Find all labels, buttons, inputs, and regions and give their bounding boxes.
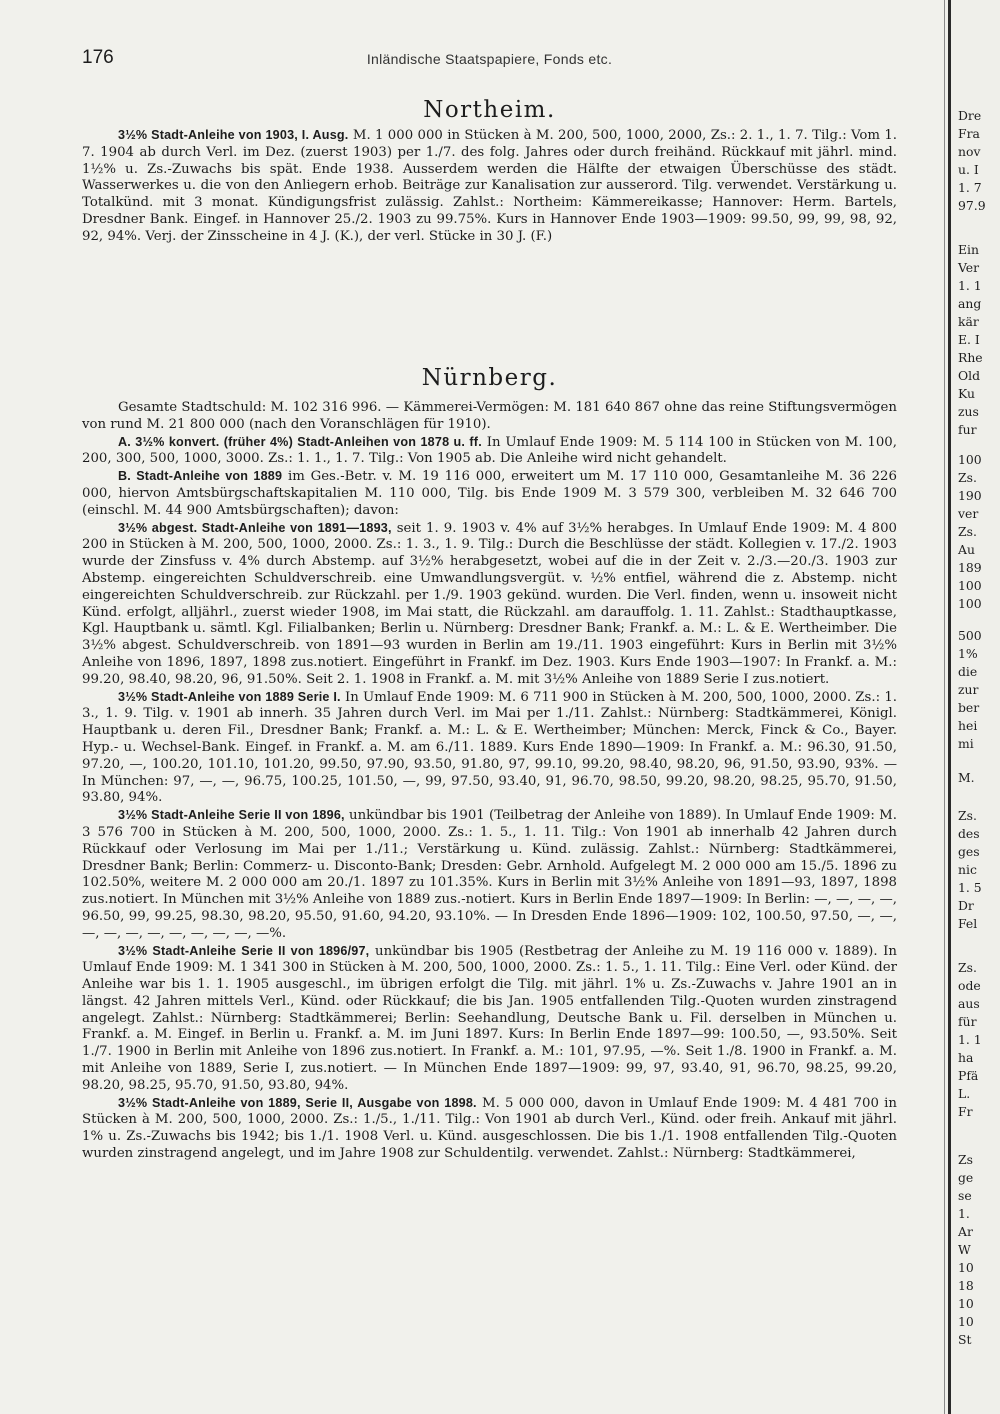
bond-entry xyxy=(82,434,897,469)
margin-fragment: St xyxy=(958,1332,972,1347)
margin-fragment: 1. 7 xyxy=(958,180,982,195)
bond-entry xyxy=(82,689,897,808)
margin-fragment: zur xyxy=(958,682,979,697)
bond-entry xyxy=(82,468,897,519)
margin-fragment: ha xyxy=(958,1050,974,1065)
bond-heading: B. Stadt-Anleihe von 1889 xyxy=(118,469,283,484)
margin-fragment: Pfä xyxy=(958,1068,979,1083)
margin-fragment: 1. 1 xyxy=(958,278,982,293)
margin-fragment: Ku xyxy=(958,386,975,401)
bond-text: In Umlauf Ende 1909: M. 6 711 900 in Stücken à M. 200, 500, 1000, 2000. Zs.: 1. 3., 1. 9. Tilg. v. 1901 ab innerh. 35 Jahren durch Verl. im Mai per 1./11. Zahlst.: Nürnberg: Stadtkämmerei, Königl. Hauptbank u. deren Fil., Dresdner Bank; Frankf. a. M.: L. & E. Wertheimber; München: Merck, Finck & Co., Bayer. Hyp.- u. Wechsel-Bank. Eingef. in Frankf. a. M. am 6./11. 1889. Kurs Ende 1890—1909: In Frankf. a. M.: 96.30, 91.50, 97.20, —, 100.20, 101.10, 101.20, 99.50, 97.90, 93.50, 91.80, 97, 99.10, 99.20, 98.40, 98.20, 96, 91.50, 93.90, 93%. — In München: 97, —, —, 96.75, 100.25, 101.50, —, 99, 97.50, 93.40, 91, 96.70, 98.50, 99.20, 98.20, 98.25, 95.70, 91.50, 93.80, 94%. xyxy=(82,689,898,806)
adjacent-page-fragments xyxy=(953,0,1000,1414)
margin-fragment: Dr xyxy=(958,898,974,913)
margin-fragment: Zs xyxy=(958,1152,973,1167)
bond-text: M. 5 000 000, davon in Umlauf Ende 1909: M. 4 481 700 in Stücken à M. 200, 500, 1000, 2000. Zs.: 1./5., 1./11. Tilg.: Von 1901 ab durch Verl., Künd. oder freih. Ankauf mit jährl. 1% u. Zs.-Zuwachs bis 1942; bis 1./1. 1908 Verl. u. Künd. ausgeschlossen. Die bis 1./1. 1908 entfallenden Tilg.-Quoten wurden zinstragend angelegt, und im Jahre 1908 zur Schuldentilg. verwendet. Zahlst.: Nürnberg: Stadtkämmerei, xyxy=(82,1095,897,1162)
page-number: 176 xyxy=(82,47,114,68)
margin-fragment: E. I xyxy=(958,332,980,347)
bond-entry xyxy=(82,127,897,246)
margin-fragment: 10 xyxy=(958,1260,974,1275)
margin-fragment: hei xyxy=(958,718,978,733)
margin-fragment: se xyxy=(958,1188,972,1203)
bond-heading: 3½% Stadt-Anleihe von 1889, Serie II, Ausgabe von 1898. xyxy=(118,1095,477,1110)
margin-fragment: ge xyxy=(958,1170,974,1185)
margin-fragment: nov xyxy=(958,144,981,159)
margin-fragment: u. I xyxy=(958,162,979,177)
page-header xyxy=(82,47,897,71)
bond-heading: 3½% Stadt-Anleihe Serie II von 1896, xyxy=(118,808,345,823)
bond-entry xyxy=(82,520,897,689)
bond-entry xyxy=(82,1095,897,1163)
debt-summary: Gesamte Stadtschuld: M. 102 316 996. — Kämmerei-Vermögen: M. 181 640 867 ohne das reine Stiftungsvermögen von rund M. 21 800 000 (nach den Voranschlägen für 1910). xyxy=(82,400,897,432)
margin-fragment: Ar xyxy=(958,1224,973,1239)
margin-fragment: ber xyxy=(958,700,980,715)
margin-fragment: Zs. xyxy=(958,808,977,823)
bond-heading: 3½% Stadt-Anleihe von 1903, I. Ausg. xyxy=(118,128,349,142)
bond-heading: 3½% Stadt-Anleihe von 1889 Serie I. xyxy=(118,689,341,704)
bond-heading: 3½% Stadt-Anleihe Serie II von 1896/97, xyxy=(118,943,370,958)
margin-fragment: Au xyxy=(958,542,975,557)
margin-fragment: 500 xyxy=(958,628,982,643)
gutter-shadow xyxy=(944,0,945,1414)
margin-fragment: aus xyxy=(958,996,980,1011)
margin-fragment: W xyxy=(958,1242,971,1257)
margin-fragment: Dre xyxy=(958,108,982,123)
margin-fragment: 100 xyxy=(958,452,982,467)
margin-fragment: ang xyxy=(958,296,982,311)
margin-fragment: 1. xyxy=(958,1206,970,1221)
bond-text: im Ges.-Betr. v. M. 19 116 000, erweitert um M. 17 110 000, Gesamtanleihe M. 36 226 000, hiervon Amtsbürgschaftskapitalien M. 110 000, Tilg. bis Ende 1909 M. 3 579 300, verbleiben M. 32 646 700 (einschl. M. 44 900 Amtsbürgschaften); davon: xyxy=(82,469,897,518)
margin-fragment: L. xyxy=(958,1086,971,1101)
margin-fragment: 1. 1 xyxy=(958,1032,982,1047)
margin-fragment: zus xyxy=(958,404,979,419)
margin-fragment: 18 xyxy=(958,1278,974,1293)
bond-entry xyxy=(82,807,897,942)
margin-fragment: die xyxy=(958,664,978,679)
margin-fragment: 97.9 xyxy=(958,198,986,213)
bond-text: unkündbar bis 1901 (Teilbetrag der Anleihe von 1889). In Umlauf Ende 1909: M. 3 576 700 in Stücken à M. 200, 500, 1000, 2000. Zs.: 1. 5., 1. 11. Tilg.: Von 1901 ab innerhalb 42 Jahren durch Rückkauf oder Verlosung im Mai per 1./11.; Verstärkung u. Künd. zulässig. Zahlst.: Nürnberg: Stadtkämmerei, Dresdner Bank; Berlin: Commerz- u. Disconto-Bank; Dresden: Gebr. Arnhold. Aufgelegt M. 2 000 000 am 15./5. 1896 zu 102.50%, weitere M. 2 000 000 am 20./1. 1897 zu 101.35%. Kurs in Berlin mit 3½% Anleihe von 1891—93, 1897, 1898 zus.notiert. In München mit 3½% Anleihe von 1889 zus.-notiert. Kurs in Berlin Ende 1897—1909: In Berlin: —, —, —, —, 96.50, 99, 99.25, 98.30, 98.20, 95.50, 91.60, 94.20, 93.10%. — In Dresden Ende 1896—1909: 102, 100.50, 97.50, —, —, —, —, —, —, —, —, —, —, —%. xyxy=(82,808,897,941)
margin-fragment: 1% xyxy=(958,646,978,661)
margin-fragment: 100 xyxy=(958,578,982,593)
margin-fragment: ges xyxy=(958,844,980,859)
margin-fragment: 190 xyxy=(958,488,982,503)
northeim-entry xyxy=(82,127,897,246)
margin-fragment: 10 xyxy=(958,1296,974,1311)
city-heading-northeim: Northeim. xyxy=(423,97,556,123)
margin-fragment: Zs. xyxy=(958,470,977,485)
margin-fragment: 189 xyxy=(958,560,982,575)
bond-heading: A. 3½% konvert. (früher 4%) Stadt-Anleihen von 1878 u. ff. xyxy=(118,434,482,449)
bond-text: In Umlauf Ende 1909: M. 5 114 100 in Stücken von M. 100, 200, 300, 500, 1000, 3000. Zs.: 1. 1., 1. 7. Tilg.: Von 1905 ab. Die Anleihe wird nicht gehandelt. xyxy=(82,434,897,467)
bond-entry xyxy=(82,943,897,1095)
margin-fragment: kär xyxy=(958,314,979,329)
margin-fragment: des xyxy=(958,826,980,841)
bond-text: M. 1 000 000 in Stücken à M. 200, 500, 1000, 2000, Zs.: 2. 1., 1. 7. Tilg.: Vom 1. 7. 1904 ab durch Verl. im Dez. (zuerst 1903) per 1./7. des folg. Jahres oder durch freihänd. Rückkauf mit jährl. mind. 1½% u. Zs.-Zuwachs bis spät. Ende 1938. Ausserdem werden die Hälfte der etwaigen Überschüsse des städt. Wasserwerkes u. die von den Anliegern erhob. Beiträge zur Kanalisation zur ausserord. Tilg. verwendet. Verstärkung u. Totalkünd. mit 3 monat. Kündigungsfrist zulässig. Zahlst.: Northeim: Kämmereikasse; Hannover: Herm. Bartels, Dresdner Bank. Eingef. in Hannover 25./2. 1903 zu 99.75%. Kurs in Hannover Ende 1903—1909: 99.50, 99, 99, 98, 92, 92, 94%. Verj. der Zinsscheine in 4 J. (K.), der verl. Stücke in 30 J. (F.) xyxy=(82,128,898,244)
margin-fragment: mi xyxy=(958,736,974,751)
margin-fragment: 100 xyxy=(958,596,982,611)
margin-fragment: M. xyxy=(958,770,975,785)
margin-fragment: fur xyxy=(958,422,977,437)
margin-fragment: für xyxy=(958,1014,977,1029)
margin-fragment: Ein xyxy=(958,242,979,257)
margin-fragment: Rhe xyxy=(958,350,983,365)
margin-fragment: Ver xyxy=(958,260,980,275)
margin-fragment: Zs. xyxy=(958,524,977,539)
margin-fragment: ode xyxy=(958,978,981,993)
bond-text: seit 1. 9. 1903 v. 4% auf 3½% herabges. In Umlauf Ende 1909: M. 4 800 200 in Stücken à M. 200, 500, 1000, 2000. Zs.: 1. 3., 1. 9. Tilg.: Durch die Beschlüsse der städt. Kollegien v. 17./2. 1903 wurde der Zinsfuss v. 4% durch Abstemp. auf 3½% herabgesetzt, wobei auf die in der Zeit v. 2./3.—20./3. 1903 zur Abstemp. eingereichten Schuldverschreib. eine Umwandlungsvergüt. v. ½% entfiel, während die z. Abstemp. nicht eingereichten Schuldverschreib. zur Rückzahl. per 1./9. 1903 gekünd. wurden. Die Verl. finden, wenn u. insoweit nicht Künd. erfolgt, alljährl., zuerst wieder 1908, im Mai statt, die Rückzahl. am darauffolg. 1. 11. Zahlst.: Stadthauptkasse, Kgl. Hauptbank u. sämtl. Kgl. Filialbanken; Berlin u. Nürnberg: Dresdner Bank; Frankf. a. M.: L. & E. Wertheimber. Die 3½% abgest. Schuldverschreib. von 1891—93 wurden in Berlin am 19./11. 1903 eingeführt: Kurs in Berlin mit 3½% Anleihe von 1896, 1897, 1898 zus.notiert. Eingeführt in Frankf. im Dez. 1903. Kurs Ende 1903—1907: In Frankf. a. M.: 99.20, 98.40, 98.20, 96, 91.50%. Seit 2. 1. 1908 in Frankf. a. M. mit 3½% Anleihe von 1889 Serie I zus.notiert. xyxy=(82,520,897,687)
bond-text: unkündbar bis 1905 (Restbetrag der Anleihe zu M. 19 116 000 v. 1889). In Umlauf Ende 1909: M. 1 341 300 in Stücken à M. 200, 500, 1000, 2000. Zs.: 1. 5., 1. 11. Tilg.: Eine Verl. oder Künd. der Anleihe war bis 1. 1. 1905 ausgeschl., im übrigen erfolgt die Tilg. mit jährl. 1% u. Zs.-Zuwachs v. Jahre 1901 an in längst. 42 Jahren mittels Verl., Künd. oder Rückkauf; die bis Jan. 1905 entfallenden Tilg.-Quoten wurden zinstragend angelegt. Zahlst.: Nürnberg: Stadtkämmerei; Berlin: Seehandlung, Deutsche Bank u. Fil. derselben in München u. Frankf. a. M. Eingef. in Berlin u. Frankf. a. M. im Juni 1897. Kurs: In Berlin Ende 1897—99: 100.50, —, 93.50%. Seit 1./7. 1900 in Berlin mit Anleihe von 1896 zus.notiert. In Frankf. a. M.: 101, 97.95, —%. Seit 1./8. 1900 in Frankf. a. M. mit Anleihe von 1889, Serie I, zus.notiert. — In München Ende 1897—1909: 99, 97, 93.40, 91, 96.70, 98.25, 99.20, 98.20, 98.25, 95.70, 91.50, 93.80, 94%. xyxy=(82,943,897,1093)
margin-fragment: Old xyxy=(958,368,981,383)
page-gutter xyxy=(948,0,951,1414)
bond-heading: 3½% abgest. Stadt-Anleihe von 1891—1893, xyxy=(118,520,392,535)
margin-fragment: Fel xyxy=(958,916,978,931)
margin-fragment: 10 xyxy=(958,1314,974,1329)
margin-fragment: ver xyxy=(958,506,979,521)
margin-fragment: Fra xyxy=(958,126,980,141)
running-head: Inländische Staatspapiere, Fonds etc. xyxy=(366,51,613,67)
nuernberg-section xyxy=(82,400,897,1163)
margin-fragment: 1. 5 xyxy=(958,880,982,895)
margin-fragment: Zs. xyxy=(958,960,977,975)
city-heading-nuernberg: Nürnberg. xyxy=(421,365,558,391)
margin-fragment: Fr xyxy=(958,1104,973,1119)
margin-fragment: nic xyxy=(958,862,977,877)
